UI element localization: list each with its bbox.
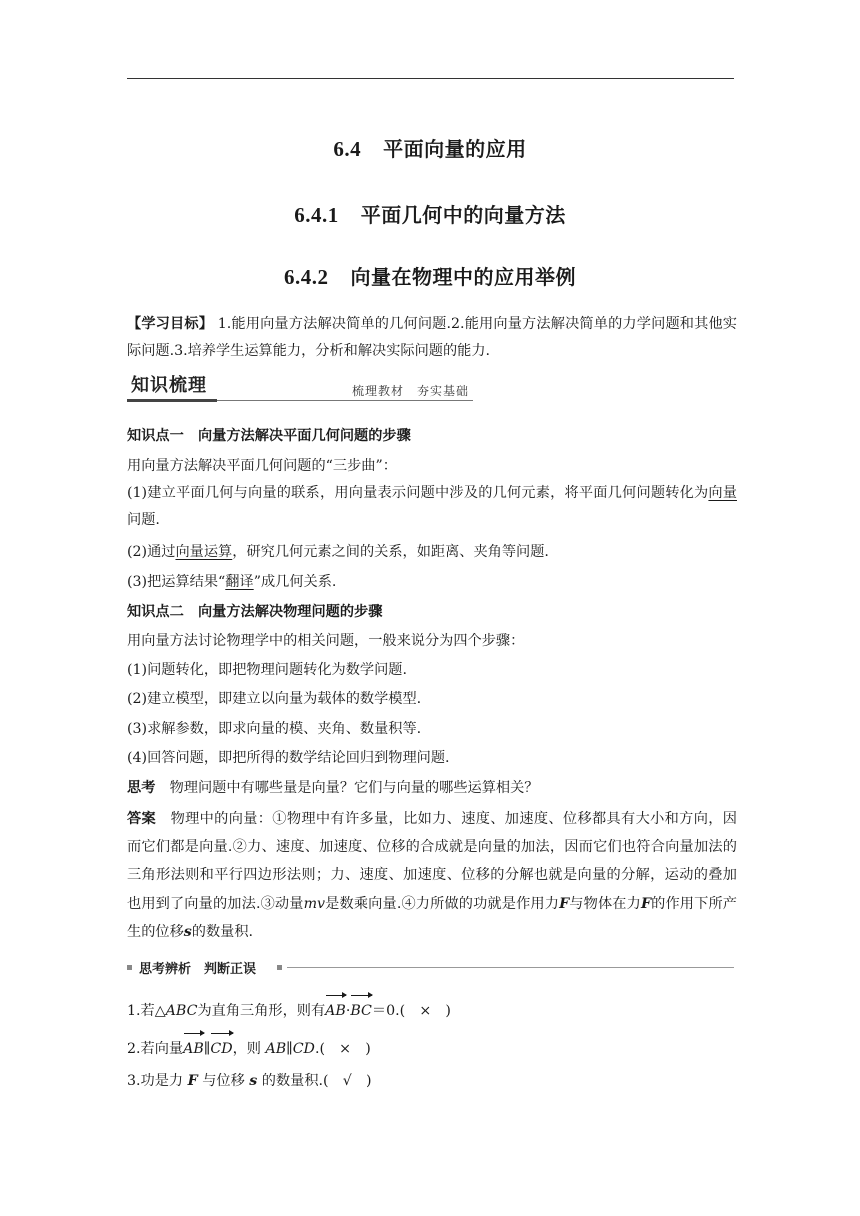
kp2-step: (3)求解参数，即求向量的模、夹角、数量积等. [127, 721, 422, 737]
kp1-step-1: (1)建立平面几何与向量的联系，用向量表示问题中涉及的几何元素，将平面几何问题转化为向量问题. [127, 485, 737, 528]
learning-objectives [127, 311, 737, 365]
judge-item-2: 2.若向量AB∥CD，则 AB∥CD.( × ) [127, 1036, 737, 1063]
answer-paragraph: 答案 物理中的向量：①物理中有许多量，比如力、速度、加速度、位移都具有大小和方向，因而它们都是向量.②力、速度、加速度、位移的合成就是向量的加法，因而它们也符合向量加法的三角形法则和平行四边形法则；力、速度、加速度、位移的分解也就是向量的分解，运动的叠加也用到了向量的加法.③动量mv是数乘向量.④力所做的功就是作用力F与物体在力F的作用下所产生的位移s的数量积. [127, 811, 737, 940]
kp2-step: (4)回答问题，即把所得的数学结论回归到物理问题. [127, 750, 450, 766]
objectives-text: 1.能用向量方法解决简单的几何问题.2.能用向量方法解决简单的力学问题和其他实际问题.3.培养学生运算能力，分析和解决实际问题的能力. [127, 316, 737, 359]
answer-blank: 向量 [708, 485, 737, 501]
answer-blank: 向量运算 [175, 544, 233, 560]
kp1-step-2: (2)通过向量运算，研究几何元素之间的关系，如距离、夹角等问题. [127, 544, 549, 560]
sub-section-banner [127, 958, 734, 978]
kp1-heading: 知识点一 向量方法解决平面几何问题的步骤 [127, 428, 411, 444]
kp2-step: (1)问题转化，即把物理问题转化为数学问题. [127, 662, 407, 678]
objectives-label: 【学习目标】 [127, 316, 214, 332]
judge-item-3: 3.功是力 F 与位移 s 的数量积.( √ ) [127, 1073, 372, 1089]
kp1-step-3: (3)把运算结果“翻译”成几何关系. [127, 574, 337, 590]
answer-blank: 翻译 [225, 574, 254, 590]
kp2-intro: 用向量方法讨论物理学中的相关问题，一般来说分为四个步骤： [127, 633, 525, 649]
section-banner [127, 368, 473, 402]
think-label: 思考 [127, 780, 156, 796]
kp2-heading: 知识点二 向量方法解决物理问题的步骤 [127, 604, 383, 620]
title-6-4-2: 6.4.2 向量在物理中的应用举例 [284, 265, 576, 289]
kp1-intro: 用向量方法解决平面几何问题的“三步曲”： [127, 458, 397, 474]
title-6-4: 6.4 平面向量的应用 [333, 137, 527, 161]
section-label: 知识梳理 [131, 375, 207, 396]
section-slogan: 梳理教材 夯实基础 [352, 384, 470, 398]
sub-section-label: 思考辨析 判断正误 [139, 962, 257, 977]
think-question: 思考 物理问题中有哪些量是向量？它们与向量的哪些运算相关？ [127, 780, 539, 796]
answer-label: 答案 [127, 811, 157, 827]
kp2-step: (2)建立模型，即建立以向量为载体的数学模型. [127, 691, 422, 707]
header-rule [127, 78, 734, 79]
title-6-4-1: 6.4.1 平面几何中的向量方法 [294, 203, 566, 227]
judge-item-1: 1.若△ABC为直角三角形，则有AB·BC＝0.( × ) [127, 998, 737, 1025]
